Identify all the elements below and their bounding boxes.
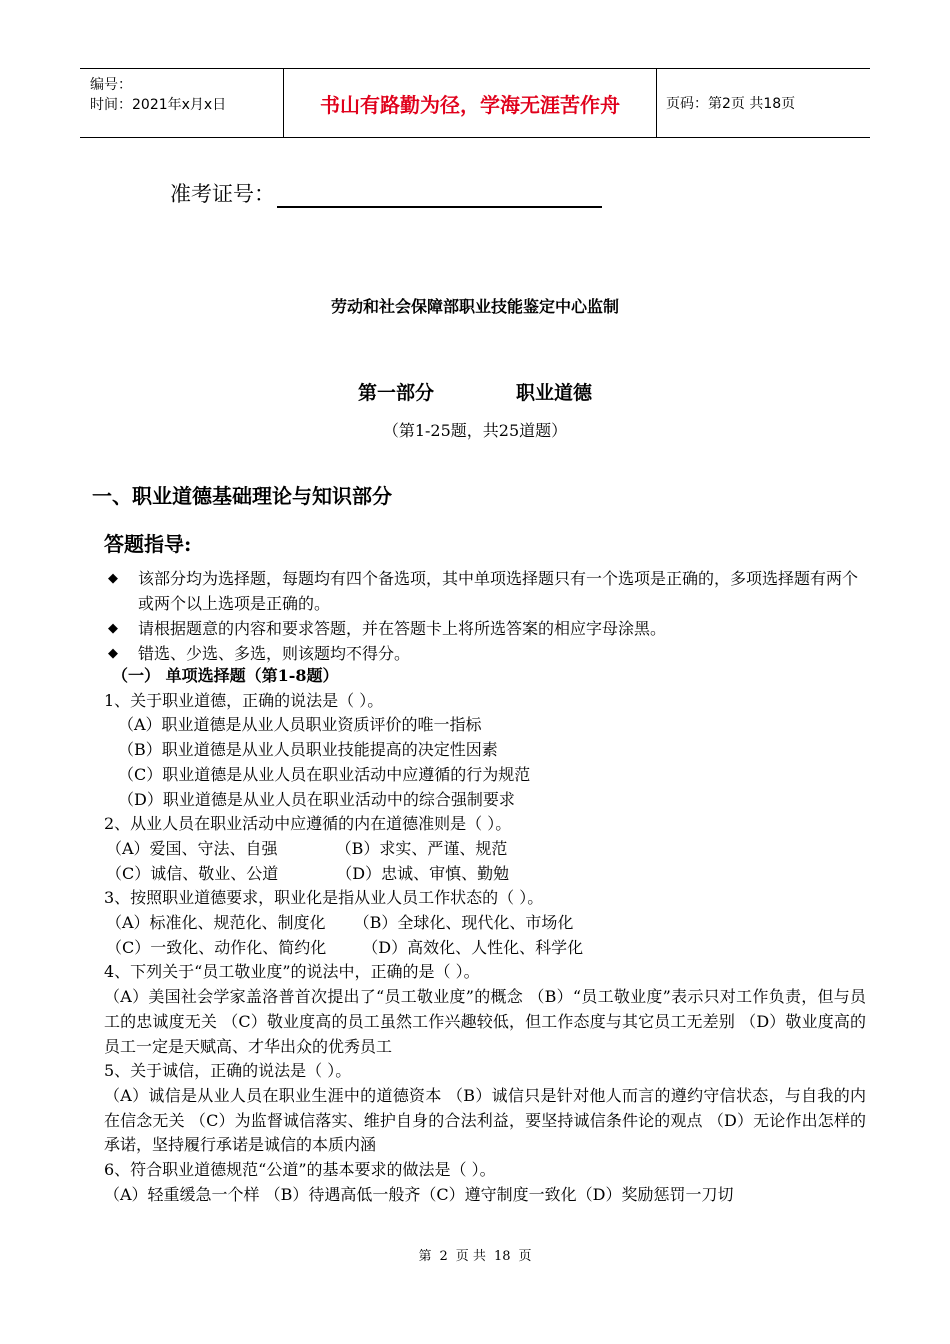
part-title: 职业道德 bbox=[516, 382, 593, 404]
page-footer bbox=[0, 1245, 950, 1264]
question-3-option-a: （A）标准化、规范化、制度化 bbox=[106, 913, 326, 933]
exam-number-label: 准考证号： bbox=[170, 182, 275, 206]
guide-bullet bbox=[108, 616, 868, 641]
header-divider bbox=[656, 69, 657, 137]
question-2-option-d: （D）忠诚、审慎、勤勉 bbox=[336, 863, 510, 883]
questions bbox=[104, 664, 866, 1207]
question-6-stem: 6、符合职业道德规范“公道”的基本要求的做法是（ ）。 bbox=[104, 1160, 496, 1180]
section-title: 一、职业道德基础理论与知识部分 bbox=[92, 484, 392, 508]
guide-bullet bbox=[108, 641, 868, 666]
footer-prefix: 第 bbox=[418, 1249, 432, 1264]
question-2-option-a: （A）爱国、守法、自强 bbox=[106, 838, 278, 858]
number-label: 编号： bbox=[90, 77, 132, 93]
question-1-stem: 1、关于职业道德，正确的说法是（ ）。 bbox=[104, 690, 384, 710]
question-2-stem: 2、从业人员在职业活动中应遵循的内在道德准则是（ ）。 bbox=[104, 814, 512, 834]
part-heading bbox=[0, 378, 950, 405]
exam-number-field bbox=[170, 178, 602, 208]
footer-total-pages: 18 bbox=[493, 1249, 511, 1264]
header-left-info bbox=[90, 75, 226, 115]
question-3-option-d: （D）高效化、人性化、科学化 bbox=[362, 937, 584, 957]
time-label: 时间：2021年x月x日 bbox=[90, 97, 227, 113]
header-page-info: 页码：第2页 共18页 bbox=[666, 96, 796, 112]
bullet-text: 该部分均为选择题，每题均有四个备选项，其中单项选择题只有一个选项是正确的，多项选择题有两个或两个以上选项是正确的。 bbox=[138, 569, 859, 613]
question-1-option-a: （A）职业道德是从业人员职业资质评价的唯一指标 bbox=[118, 715, 482, 735]
question-1-option-d: （D）职业道德是从业人员在职业活动中的综合强制要求 bbox=[118, 789, 515, 809]
question-4-options: （A）美国社会学家盖洛普首次提出了“员工敬业度”的概念 （B）“员工敬业度”表示只对工作负责，但与员工的忠诚度无关 （C）敬业度高的员工虽然工作兴趣较低，但工作态度与其它员工无差别 （D）敬业度高的员工一定是天赋高、才华出众的优秀员工 bbox=[104, 987, 866, 1056]
footer-middle: 页 共 bbox=[455, 1249, 486, 1264]
question-2-options-cd bbox=[104, 862, 866, 887]
question-3-stem: 3、按照职业道德要求，职业化是指从业人员工作状态的（ ）。 bbox=[104, 888, 544, 908]
question-2-options-ab bbox=[104, 837, 866, 862]
question-2-option-c: （C）诚信、敬业、公道 bbox=[106, 863, 279, 883]
question-6-options: （A）轻重缓急一个样 （B）待遇高低一般齐（C）遵守制度一致化（D）奖励惩罚一刀切 bbox=[104, 1184, 734, 1204]
footer-page-number: 2 bbox=[439, 1249, 448, 1264]
question-2-option-b: （B）求实、严谨、规范 bbox=[335, 838, 508, 858]
question-4-stem: 4、下列关于“员工敬业度”的说法中，正确的是（ ）。 bbox=[104, 962, 480, 982]
guide-bullets bbox=[108, 566, 868, 666]
guide-title: 答题指导: bbox=[104, 532, 192, 556]
question-3-option-b: （B）全球化、现代化、市场化 bbox=[353, 913, 574, 933]
question-range: （第1-25题，共25道题） bbox=[382, 421, 568, 440]
question-3-options-cd bbox=[104, 936, 866, 961]
diamond-icon: ◆ bbox=[108, 646, 118, 661]
page-header bbox=[80, 68, 870, 138]
bullet-text: 请根据题意的内容和要求答题，并在答题卡上将所选答案的相应字母涂黑。 bbox=[138, 619, 667, 638]
question-5-options: （A）诚信是从业人员在职业生涯中的道德资本 （B）诚信只是针对他人而言的遵约守信状态，与自我的内在信念无关 （C）为监督诚信落实、维护自身的合法利益，要坚持诚信条件论的观点 （D）无论作出怎样的承诺，坚持履行承诺是诚信的本质内涵 bbox=[104, 1085, 866, 1155]
header-motto: 书山有路勤为径，学海无涯苦作舟 bbox=[320, 92, 620, 117]
question-1-option-b: （B）职业道德是从业人员职业技能提高的决定性因素 bbox=[118, 740, 498, 760]
bullet-text: 错选、少选、多选，则该题均不得分。 bbox=[138, 644, 411, 663]
question-5-stem: 5、关于诚信，正确的说法是（ ）。 bbox=[104, 1061, 352, 1081]
subsection-title: （一） 单项选择题（第1-8题） bbox=[112, 666, 339, 685]
exam-number-blank bbox=[277, 184, 602, 208]
diamond-icon: ◆ bbox=[108, 621, 118, 636]
supervision-line: 劳动和社会保障部职业技能鉴定中心监制 bbox=[330, 297, 619, 316]
part-label: 第一部分 bbox=[357, 382, 434, 404]
guide-bullet bbox=[108, 566, 868, 616]
question-1-option-c: （C）职业道德是从业人员在职业活动中应遵循的行为规范 bbox=[118, 764, 531, 784]
question-3-option-c: （C）一致化、动作化、简约化 bbox=[106, 937, 327, 957]
diamond-icon: ◆ bbox=[108, 571, 118, 586]
footer-suffix: 页 bbox=[518, 1249, 532, 1264]
question-3-options-ab bbox=[104, 911, 866, 936]
